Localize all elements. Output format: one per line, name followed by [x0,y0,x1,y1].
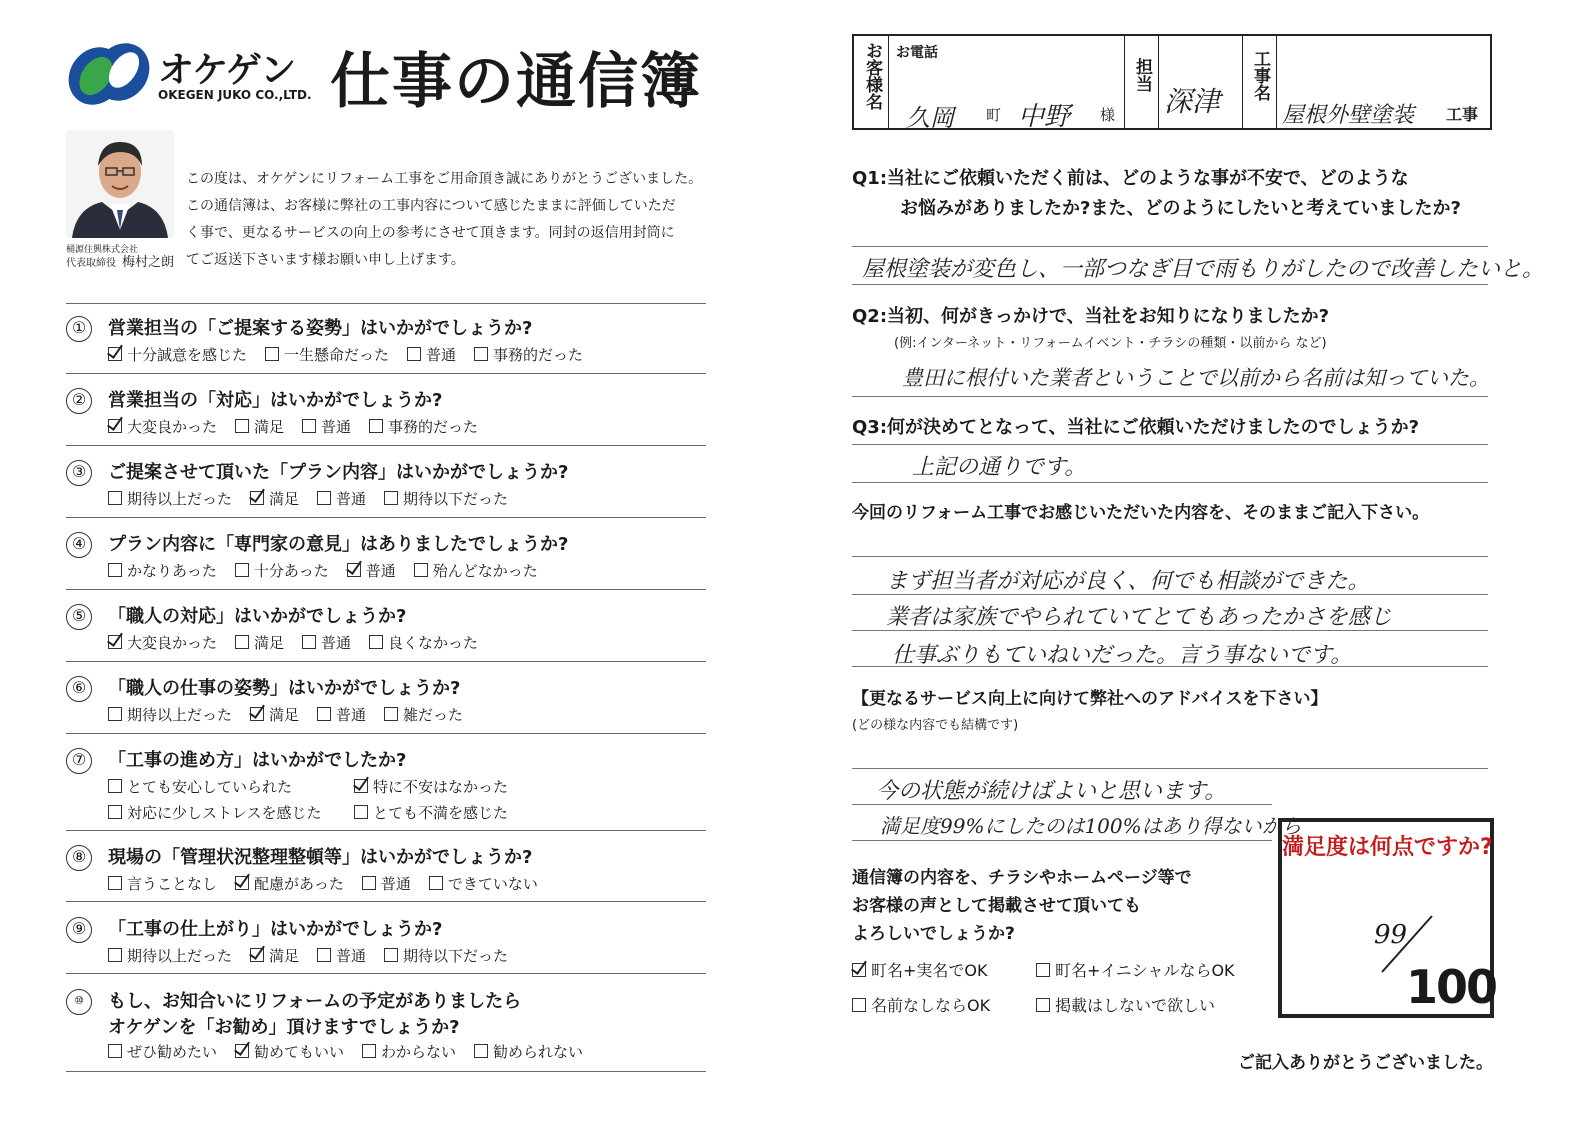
advice-line: 今の状態が続けばよいと思います。 [876,779,1227,804]
question-number: ⑧ [66,845,92,871]
publish-question-line: お客様の声として掲載させて頂いても [852,896,1141,916]
answer-option-label: 大変良かった [127,634,218,652]
answer-option-label: 満足 [254,634,285,652]
question-text: ご提案させて頂いた「プラン内容」はいかがでしょうか? [108,462,569,483]
answer-option[interactable] [108,704,232,725]
checkbox-icon[interactable] [317,948,331,962]
answer-option-label: 期待以上だった [127,490,233,508]
checkbox-icon[interactable] [108,805,122,819]
question-divider [66,661,706,662]
answer-options [108,704,481,725]
checkbox-icon[interactable] [1036,963,1050,977]
publish-option-label: 町名+実名でOK [871,961,988,980]
answer-option-label: できていない [447,875,538,893]
checkbox-icon[interactable] [474,1044,488,1058]
question-divider [66,973,706,974]
answer-option-label: 普通 [321,634,352,652]
question-divider [66,830,706,831]
sama-label: 様 [1100,106,1116,124]
answer-option[interactable] [317,488,366,509]
answer-options [108,416,496,437]
checkbox-icon[interactable] [354,805,368,819]
answer-option[interactable] [384,945,508,966]
intro-message [186,166,716,274]
question-number: ④ [66,532,92,558]
checkbox-icon[interactable] [317,491,331,505]
question-divider [66,445,706,446]
q1-label: Q1:当社にご依頼いただく前は、どのような事が不安で、どのような [852,168,1409,189]
impressions-line: 業者は家族でやられていてとてもあったかさを感じ [886,605,1392,630]
answer-option[interactable] [362,873,411,894]
answer-option[interactable] [108,776,336,797]
answer-option[interactable] [235,416,284,437]
checked-box-icon[interactable] [354,779,368,793]
checkbox-icon[interactable] [108,1044,122,1058]
checkbox-icon[interactable] [108,779,122,793]
question-text: 「工事の仕上がり」はいかがでしょうか? [108,919,443,940]
checkbox-icon[interactable] [235,563,249,577]
publish-option-label: 名前なしならOK [871,996,991,1015]
answer-options [108,560,556,581]
answer-option-label: 言うことなし [127,875,218,893]
checkbox-icon[interactable] [384,948,398,962]
answer-option-label: 期待以下だった [403,947,509,965]
question-number: ⑨ [66,917,92,943]
answer-option[interactable] [108,945,232,966]
answer-option-label: 大変良かった [127,418,218,436]
answer-options [108,945,526,966]
question-text: オケゲンを「お勧め」頂けますでしょうか? [108,1017,460,1038]
answer-options [108,632,496,653]
publish-option[interactable] [1036,993,1215,1016]
answer-option-label: 雑だった [403,706,464,724]
checked-box-icon[interactable] [235,1044,249,1058]
answer-option-label: 配慮があった [254,875,344,893]
q3-label: Q3:何が決めてとなって、当社にご依頼いただけましたのでしょうか? [852,417,1420,438]
checkbox-icon[interactable] [302,419,316,433]
satisfaction-score: 99 [1374,920,1408,950]
answer-option-label: 特に不安はなかった [373,778,509,796]
q2-answer: 豊田に根付いた業者ということで以前から名前は知っていた。 [902,366,1490,390]
q3-answer: 上記の通りです。 [912,455,1087,480]
customer-label: お客様名 [862,42,882,110]
phone-label: お電話 [896,45,938,61]
answer-option-label: かなりあった [127,562,217,580]
answer-option[interactable] [429,873,538,894]
answer-option[interactable] [250,488,299,509]
advice-label: 【更なるサービス向上に向けて弊社へのアドバイスを下さい】 [852,689,1328,709]
question-text: プラン内容に「専門家の意見」はありましたでしょうか? [108,534,569,555]
checkbox-icon[interactable] [265,347,279,361]
question-number: ③ [66,460,92,486]
answer-option-label: 普通 [426,346,457,364]
answer-option[interactable] [108,488,232,509]
answer-option[interactable] [317,945,366,966]
checked-box-icon[interactable] [250,707,264,721]
question-number: ⑥ [66,676,92,702]
answer-option-label: 普通 [336,706,367,724]
checkbox-icon[interactable] [414,563,428,577]
publish-question [852,864,1192,948]
town-label: 町 [986,106,1002,124]
checkbox-icon[interactable] [1036,998,1050,1012]
ceo-company: 桶源住興株式会社 [66,245,139,255]
work-suffix: 工事 [1446,105,1479,124]
checkbox-icon[interactable] [369,419,383,433]
question-number: ⑦ [66,748,92,774]
staff-label: 担当 [1132,58,1152,92]
intro-line: く事で、更なるサービスの向上の参考にさせて頂きます。同封の返信用封筒に [186,225,675,241]
q2-example: (例:インターネット・リフォームイベント・チラシの種類・以前から など) [894,336,1327,351]
intro-line: この度は、オケゲンにリフォーム工事をご用命頂き誠にありがとうございました。 [186,171,703,187]
answer-option[interactable] [108,1041,217,1062]
publish-option[interactable] [852,958,988,981]
question-divider [66,517,706,518]
question-number: ⑩ [66,989,92,1015]
answer-options [108,776,526,797]
question-divider [66,303,706,304]
answer-option-label: 勧めてもいい [254,1043,345,1061]
satisfaction-title: 満足度は何点ですか? [1282,835,1493,860]
satisfaction-max: 100 [1406,960,1497,1014]
answer-option-label: わからない [381,1043,457,1061]
answer-option-label: 勧められない [493,1043,584,1061]
answer-option-label: 事務的だった [493,346,584,364]
advice-line: 満足度99%にしたのは100%はあり得ないから [880,814,1302,838]
checkbox-icon[interactable] [429,876,443,890]
checkbox-icon[interactable] [384,491,398,505]
q1-answer: 屋根塗装が変色し、一部つなぎ目で雨もりがしたので改善したいと。 [862,257,1545,282]
impressions-label: 今回のリフォーム工事でお感じいただいた内容を、そのままご記入下さい。 [852,503,1430,523]
answer-option-label: 十分誠意を感じた [127,346,248,364]
answer-option[interactable] [302,416,351,437]
checked-box-icon[interactable] [250,491,264,505]
publish-question-line: 通信簿の内容を、チラシやホームページ等で [852,868,1192,888]
customer-name: 中野 [1018,102,1071,132]
answer-option-label: 殆んどなかった [432,562,538,580]
checkbox-icon[interactable] [108,563,122,577]
checkbox-icon[interactable] [362,876,376,890]
answer-option[interactable] [369,632,478,653]
q2-label: Q2:当初、何がきっかけで、当社をお知りになりましたか? [852,306,1330,327]
checked-box-icon[interactable] [347,563,361,577]
checkbox-icon[interactable] [235,419,249,433]
question-text: 「工事の進め方」はいかがでしたか? [108,750,407,771]
publish-option-label: 掲載はしないで欲しい [1055,996,1216,1015]
checkbox-icon[interactable] [362,1044,376,1058]
answer-option[interactable] [108,873,217,894]
answer-option[interactable] [347,560,396,581]
answer-options [108,344,601,365]
question-text: 「職人の仕事の姿勢」はいかがでしょうか? [108,678,461,699]
answer-option-label: 良くなかった [388,634,479,652]
answer-option[interactable] [108,416,217,437]
question-text: 現場の「管理状況整理整頓等」はいかがでしょうか? [108,847,533,868]
checked-box-icon[interactable] [108,635,122,649]
answer-option[interactable] [407,344,456,365]
answer-option[interactable] [235,632,284,653]
answer-option-label: 満足 [269,490,300,508]
answer-option[interactable] [108,344,247,365]
checkbox-icon[interactable] [384,707,398,721]
question-text: 営業担当の「ご提案する姿勢」はいかがでしょうか? [108,318,533,339]
checkbox-icon[interactable] [108,876,122,890]
checked-box-icon[interactable] [108,419,122,433]
answer-options [108,488,526,509]
answer-option[interactable] [362,1041,456,1062]
answer-option[interactable] [235,1041,344,1062]
answer-option[interactable] [302,632,351,653]
checked-box-icon[interactable] [250,948,264,962]
question-divider [66,589,706,590]
checkbox-icon[interactable] [317,707,331,721]
answer-option-label: ぜひ勧めたい [127,1043,218,1061]
answer-option-label: 期待以下だった [403,490,509,508]
checkbox-icon[interactable] [302,635,316,649]
answer-option[interactable] [384,704,463,725]
staff-name: 深津 [1164,85,1221,118]
closing-message: ご記入ありがとうございました。 [1238,1053,1493,1073]
question-number: ② [66,388,92,414]
customer-area: 久岡 [906,104,954,132]
answer-option[interactable] [474,1041,583,1062]
question-divider [66,901,706,902]
brand-name-english: OKEGEN JUKO CO.,LTD. [158,88,312,102]
answer-option-label: とても不満を感じた [373,804,509,822]
answer-option[interactable] [369,416,478,437]
checkbox-icon[interactable] [474,347,488,361]
checkbox-icon[interactable] [235,635,249,649]
answer-options [108,873,556,894]
checkbox-icon[interactable] [108,948,122,962]
answer-options [108,802,526,823]
question-number: ⑤ [66,604,92,630]
checkbox-icon[interactable] [369,635,383,649]
publish-option[interactable] [1036,958,1235,981]
answer-option-label: 普通 [336,490,367,508]
answer-option-label: 普通 [336,947,367,965]
answer-option-label: 満足 [269,947,300,965]
answer-option-label: 普通 [321,418,352,436]
ceo-name: 梅村之朗 [122,255,175,270]
publish-option-label: 町名+イニシャルならOK [1055,961,1235,980]
answer-option[interactable] [250,945,299,966]
answer-option-label: 満足 [254,418,285,436]
answer-option[interactable] [108,632,217,653]
publish-question-line: よろしいでしょうか? [852,924,1015,944]
answer-option-label: 普通 [380,875,411,893]
checkbox-icon[interactable] [407,347,421,361]
work-name: 屋根外壁塗装 [1282,103,1415,128]
question-number: ① [66,316,92,342]
answer-option-label: 一生懸命だった [284,346,390,364]
answer-option-label: 普通 [365,562,396,580]
answer-option-label: 期待以上だった [127,706,233,724]
question-divider [66,373,706,374]
intro-line: てご返送下さいます様お願い申し上げます。 [186,252,465,268]
checked-box-icon[interactable] [108,347,122,361]
answer-option[interactable] [354,776,508,797]
work-label: 工事名 [1250,50,1270,101]
answer-option-label: 満足 [269,706,300,724]
answer-option-label: 十分あった [253,562,329,580]
okegen-logo-icon [66,38,154,110]
ceo-portrait [66,130,174,238]
ceo-role: 代表取締役 [66,258,116,269]
impressions-line: 仕事ぶりもていねいだった。言う事ないです。 [892,643,1353,668]
intro-line: この通信簿は、お客様に弊社の工事内容について感じたままに評価していただ [186,198,676,214]
impressions-line: まず担当者が対応が良く、何でも相談ができた。 [886,569,1370,594]
question-divider [66,733,706,734]
advice-sub: (どの様な内容でも結構です) [852,718,1019,733]
checked-box-icon[interactable] [235,876,249,890]
answer-option[interactable] [250,704,299,725]
answer-options [108,1041,601,1062]
answer-option[interactable] [414,560,538,581]
answer-option-label: 期待以上だった [127,947,233,965]
answer-option-label: 対応に少しストレスを感じた [127,804,322,822]
question-text: 営業担当の「対応」はいかがでしょうか? [108,390,443,411]
answer-option[interactable] [474,344,583,365]
checkbox-icon[interactable] [852,998,866,1012]
answer-option-label: 事務的だった [388,418,479,436]
answer-option[interactable] [235,560,329,581]
answer-option[interactable] [108,560,217,581]
customer-info-table [852,34,1492,130]
checked-box-icon[interactable] [852,963,866,977]
question-divider [66,1071,706,1072]
publish-option[interactable] [852,993,990,1016]
answer-option[interactable] [384,488,508,509]
answer-option[interactable] [317,704,366,725]
checkbox-icon[interactable] [108,707,122,721]
answer-option[interactable] [108,802,336,823]
answer-option-label: とても安心していられた [127,778,293,796]
satisfaction-box [1278,818,1497,1018]
page-title: 仕事の通信簿 [330,47,702,117]
answer-option[interactable] [354,802,508,823]
brand-name: オケゲン [158,50,296,91]
question-text: もし、お知合いにリフォームの予定がありましたら [108,991,522,1012]
q1-label-2: お悩みがありましたか?また、どのようにしたいと考えていましたか? [900,198,1461,219]
answer-option[interactable] [235,873,344,894]
checkbox-icon[interactable] [108,491,122,505]
answer-option[interactable] [265,344,389,365]
question-text: 「職人の対応」はいかがでしょうか? [108,606,407,627]
